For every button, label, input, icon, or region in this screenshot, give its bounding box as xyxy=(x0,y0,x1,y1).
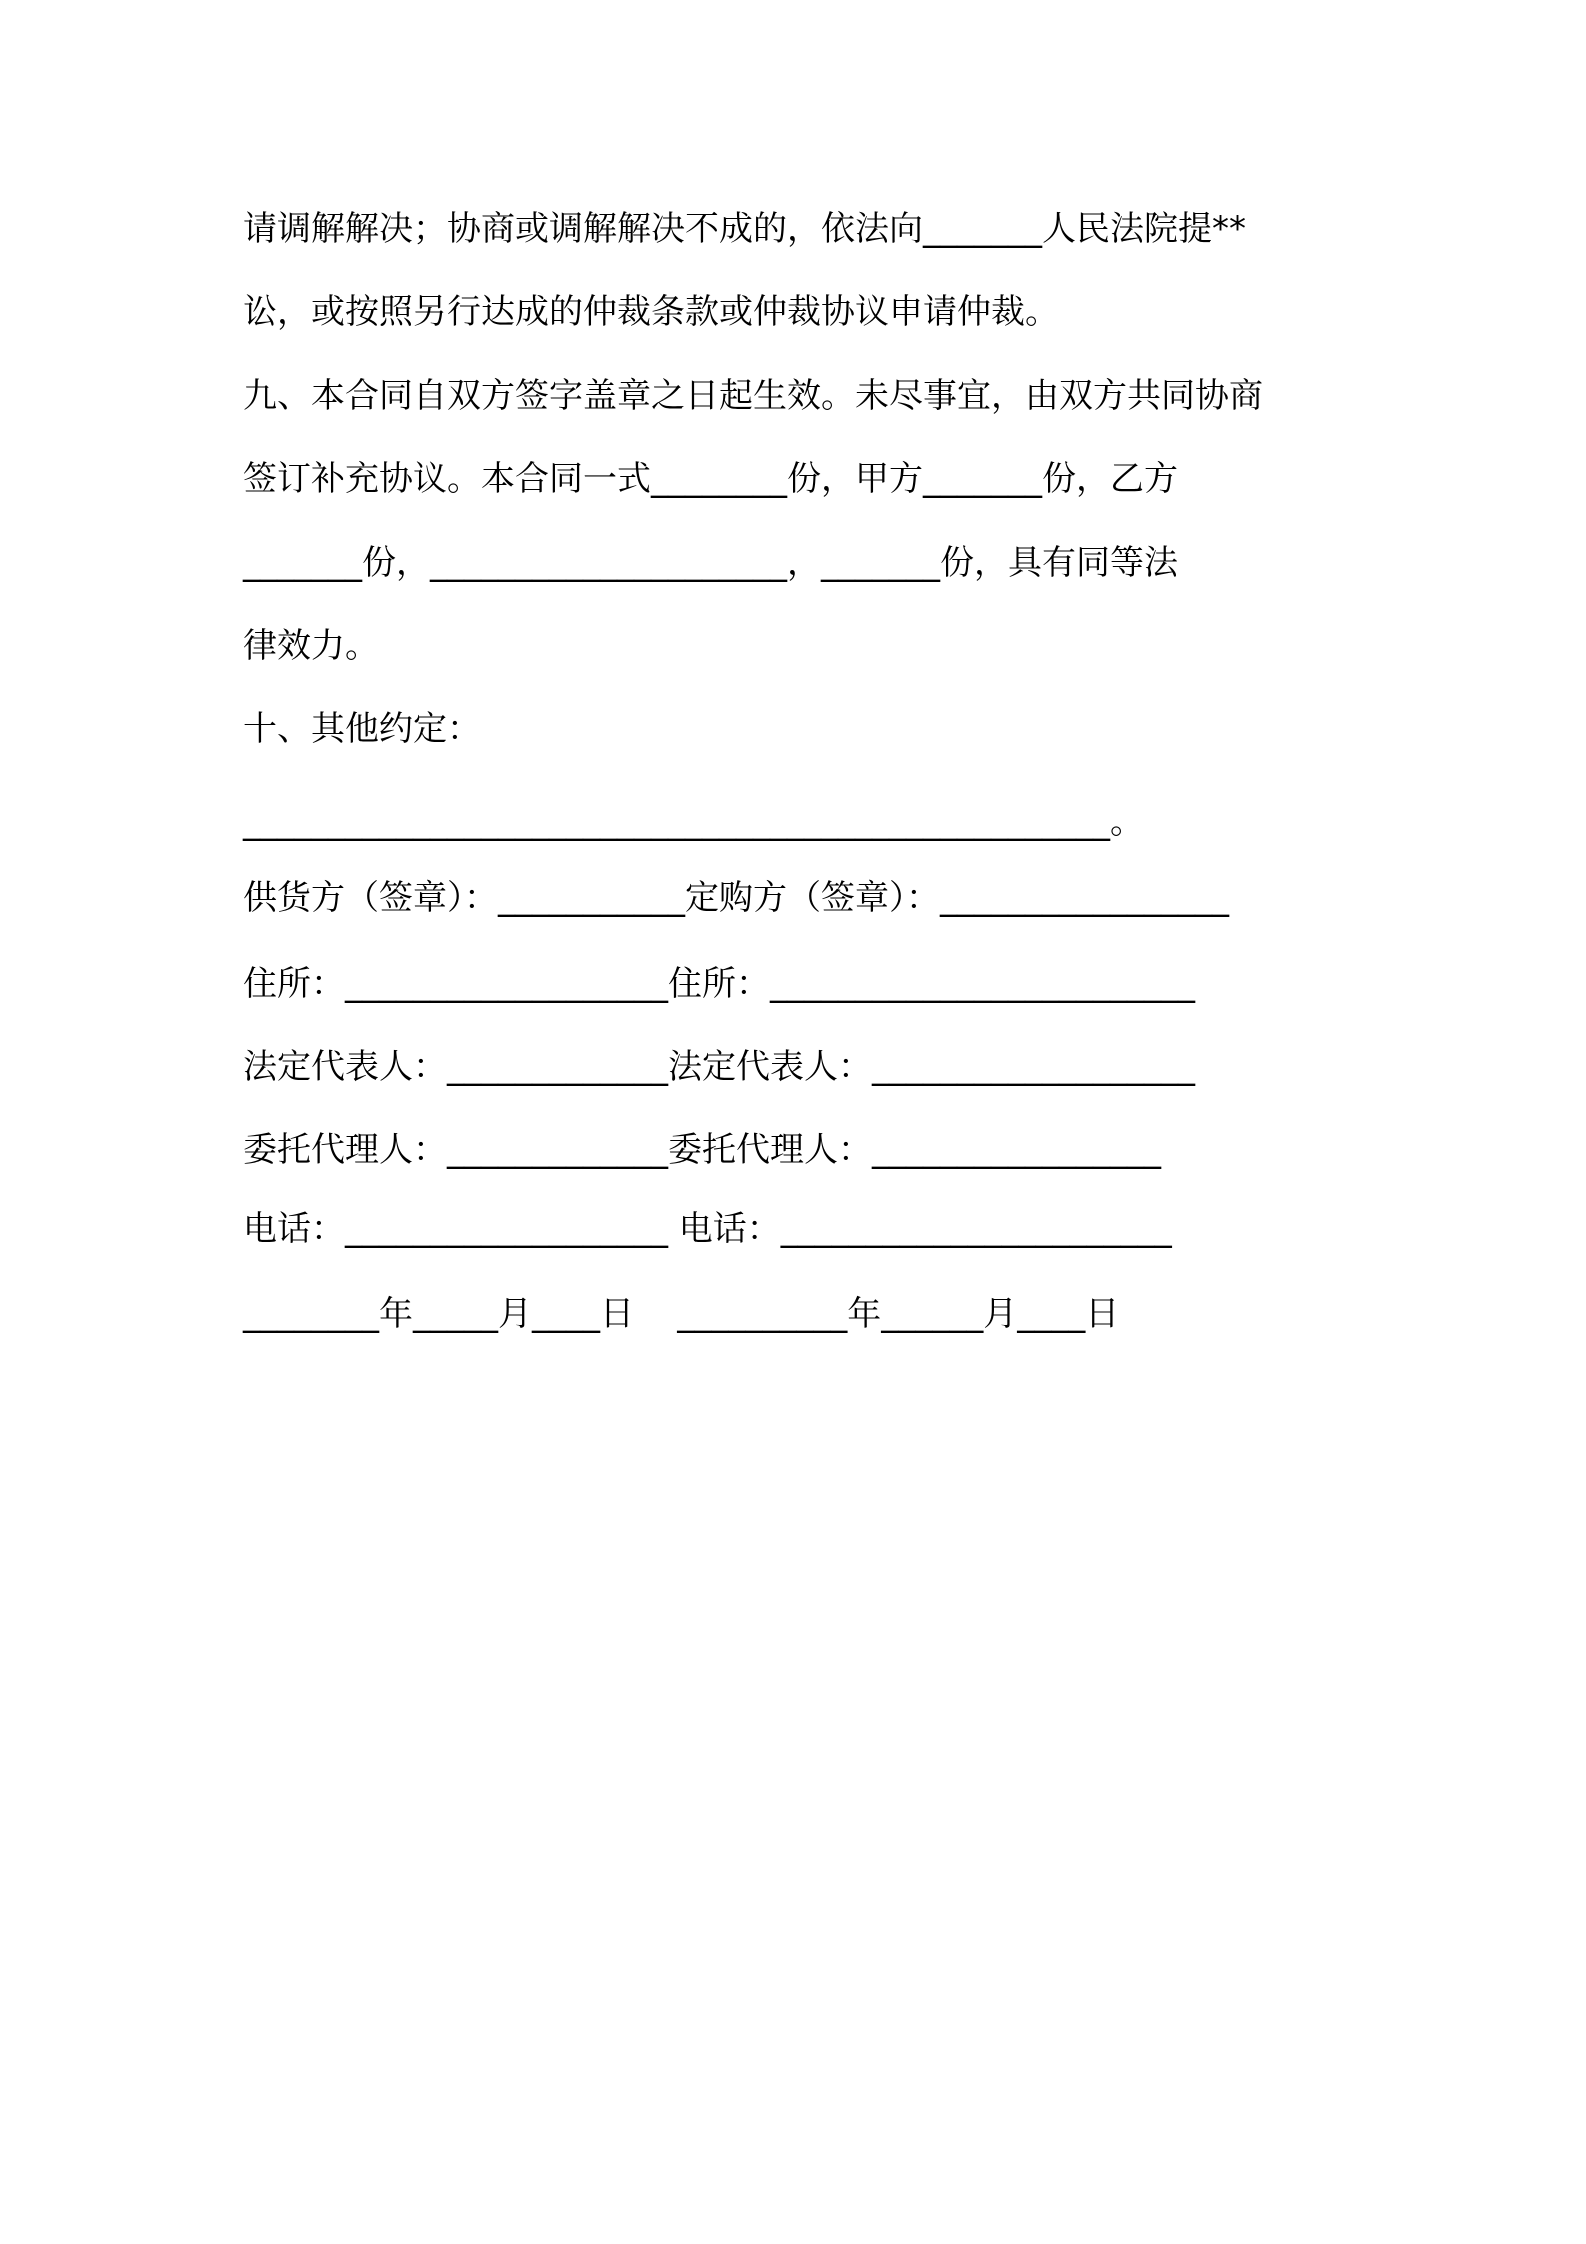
clause-nine-line-2: 签订补充协议。本合同一式________份，甲方_______份，乙方 xyxy=(243,459,1178,499)
phone-row: 电话：___________________ 电话：_______________________ xyxy=(243,1209,1172,1249)
clause-nine-line-1: 九、本合同自双方签字盖章之日起生效。未尽事宜，由双方共同协商 xyxy=(243,376,1263,416)
dispute-clause-line-1: 请调解解决；协商或调解解决不成的，依法向_______人民法院提** xyxy=(243,209,1246,249)
seal-row: 供货方（签章）：___________定购方（签章）：_________________ xyxy=(243,878,1229,918)
clause-nine-line-4: 律效力。 xyxy=(243,626,379,666)
address-row: 住所：___________________住所：_________________________ xyxy=(243,964,1195,1004)
clause-ten-blank: ___________________________________________________。 xyxy=(243,802,1144,842)
clause-ten-heading: 十、其他约定： xyxy=(243,709,481,749)
clause-nine-line-3: _______份，_____________________，_______份，具有同等法 xyxy=(243,543,1178,583)
legal-representative-row: 法定代表人：_____________法定代表人：___________________ xyxy=(243,1047,1195,1087)
dispute-clause-line-2: 讼，或按照另行达成的仲裁条款或仲裁协议申请仲裁。 xyxy=(243,292,1059,332)
date-row: ________年_____月____日 __________年______月____日 xyxy=(243,1294,1120,1334)
agent-row: 委托代理人：_____________委托代理人：_________________ xyxy=(243,1130,1161,1170)
